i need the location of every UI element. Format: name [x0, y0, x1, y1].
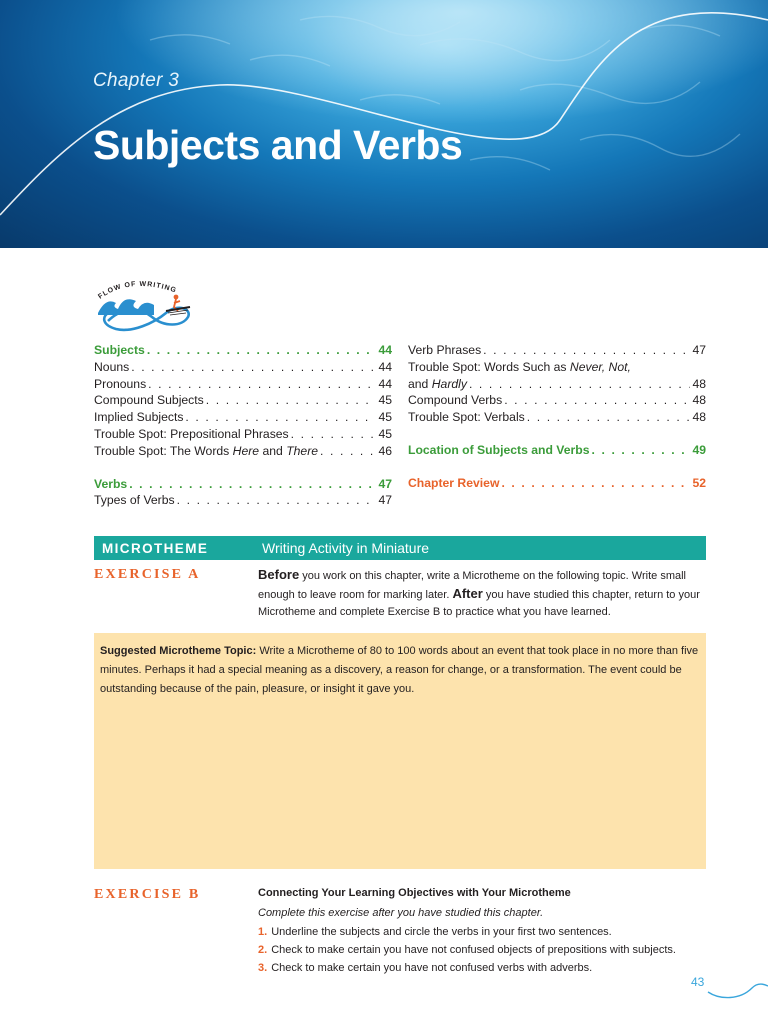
toc-entry-compound-verbs[interactable]: Compound Verbs . . . 48: [408, 392, 706, 409]
toc-entry-nouns[interactable]: Nouns . . . 44: [94, 359, 392, 376]
toc-entry-implied-subjects[interactable]: Implied Subjects . . . 45: [94, 409, 392, 426]
chapter-number: Chapter 3: [93, 70, 180, 91]
page-curve-icon: [700, 978, 768, 1002]
exercise-a-instructions: Before you work on this chapter, write a Microtheme on the following topic. Write small enough to leave room for marking later. After you have studied this chapter, return to your Microtheme and complete Exercise B to practice what you have learned.: [258, 567, 700, 618]
exercise-b-heading: Connecting Your Learning Objectives with Your Microtheme: [258, 887, 571, 899]
toc-entry-prepositional-phrases[interactable]: Trouble Spot: Prepositional Phrases . . . 45: [94, 426, 392, 443]
microtheme-subtitle: Writing Activity in Miniature: [262, 540, 430, 556]
toc-entry-verbs[interactable]: Verbs . . . 47: [94, 476, 392, 493]
toc-right-column: [408, 342, 706, 492]
toc-entry-verbals[interactable]: Trouble Spot: Verbals . . . 48: [408, 409, 706, 426]
toc-entry-never-not-line2[interactable]: and Hardly . . . 48: [408, 376, 706, 393]
flow-of-writing-logo: [92, 277, 214, 335]
list-item: 2. Check to make certain you have not confused objects of prepositions with subjects.: [258, 944, 676, 956]
toc-left-column: [94, 342, 392, 509]
toc-entry-verb-phrases[interactable]: Verb Phrases . . . 47: [408, 342, 706, 359]
page-number: 43: [691, 975, 705, 989]
surfer-icon: [174, 295, 179, 300]
toc-entry-chapter-review[interactable]: Chapter Review . . . 52: [408, 475, 706, 492]
toc-entry-here-and-there[interactable]: Trouble Spot: The Words Here and There . . . 46: [94, 443, 392, 460]
toc-entry-pronouns[interactable]: Pronouns . . . 44: [94, 376, 392, 393]
svg-text:FLOW OF WRITING: [97, 281, 177, 301]
toc-entry-types-of-verbs[interactable]: Types of Verbs . . . 47: [94, 492, 392, 509]
exercise-a-label: EXERCISE A: [94, 567, 201, 582]
chapter-banner: [0, 0, 768, 248]
toc-entry-compound-subjects[interactable]: Compound Subjects . . . 45: [94, 392, 392, 409]
toc-entry-subjects[interactable]: Subjects . . . 44: [94, 342, 392, 359]
microtheme-bar: [94, 536, 706, 560]
toc-entry-location[interactable]: Location of Subjects and Verbs . . . 49: [408, 442, 706, 459]
exercise-b-list: [258, 923, 676, 977]
exercise-b-label: EXERCISE B: [94, 887, 201, 902]
chapter-title: Subjects and Verbs: [93, 122, 463, 168]
toc-entry-never-not-line1[interactable]: Trouble Spot: Words Such as Never, Not,: [408, 359, 631, 374]
logo-text: FLOW OF WRITING: [97, 280, 178, 301]
microtheme-topic-text: Suggested Microtheme Topic: Write a Microtheme of 80 to 100 words about an event that took place in no more than five minutes. Perhaps it had a special meaning as a discovery, a reason for change, or a transformation. The event could be outstanding because of the pain, pleasure, or insight it gave you.: [100, 645, 699, 695]
list-item: 1. Underline the subjects and circle the verbs in your first two sentences.: [258, 926, 612, 938]
list-item: 3. Check to make certain you have not confused verbs with adverbs.: [258, 962, 593, 974]
microtheme-label: MICROTHEME: [102, 540, 209, 556]
exercise-b-intro: Complete this exercise after you have studied this chapter.: [258, 907, 544, 919]
